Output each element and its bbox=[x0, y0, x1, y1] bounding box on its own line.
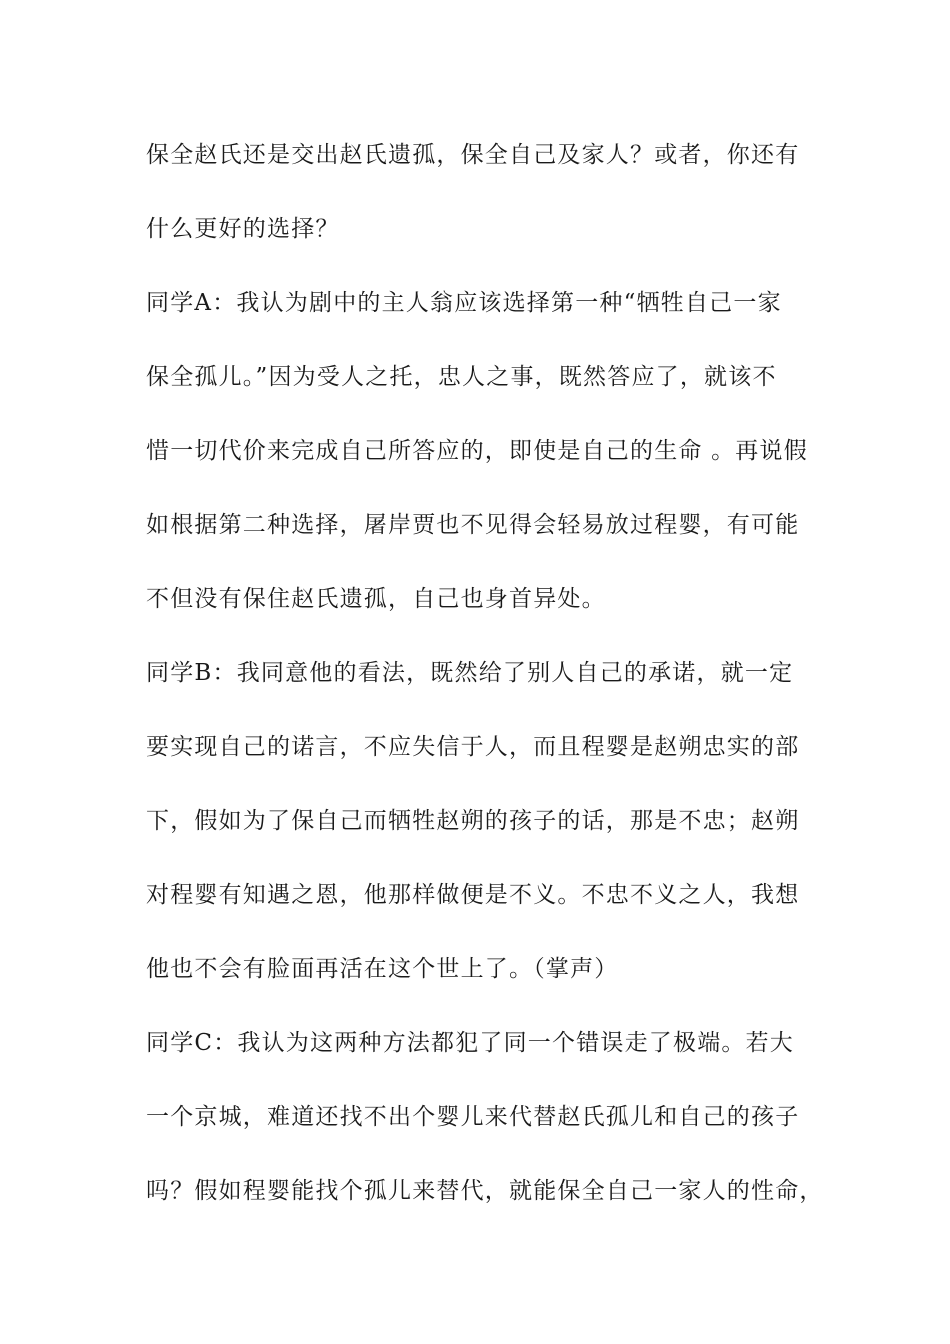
text-line: 吗？假如程婴能找个孤儿来替代，就能保全自己一家人的性命， bbox=[146, 1178, 824, 1204]
text-line: 不但没有保住赵氏遗孤，自己也身首异处。 bbox=[146, 586, 606, 612]
text-line: 一个京城，难道还找不出个婴儿来代替赵氏孤儿和自己的孩子 bbox=[146, 1104, 800, 1130]
text-line: 保全孤儿。”因为受人之托，忠人之事，既然答应了，就该不 bbox=[146, 364, 777, 390]
text-line: 什么更好的选择？ bbox=[146, 216, 340, 242]
text-line: 惜一切代价来完成自己所答应的，即使是自己的生命 。再说假 bbox=[146, 438, 808, 464]
text-line: 要实现自己的诺言，不应失信于人，而且程婴是赵朔忠实的部 bbox=[146, 734, 800, 760]
text-line: 如根据第二种选择，屠岸贾也不见得会轻易放过程婴，有可能 bbox=[146, 512, 800, 538]
text-line: 他也不会有脸面再活在这个世上了。（掌声） bbox=[146, 956, 619, 982]
text-line: 同学C：我认为这两种方法都犯了同一个错误走了极端。若大 bbox=[146, 1030, 794, 1056]
document-body bbox=[146, 128, 824, 1238]
text-line: 同学B：我同意他的看法，既然给了别人自己的承诺，就一定 bbox=[146, 660, 794, 686]
text-line: 同学A：我认为剧中的主人翁应该选择第一种“牺牲自己一家 bbox=[146, 290, 782, 316]
text-line: 保全赵氏还是交出赵氏遗孤，保全自己及家人？或者，你还有 bbox=[146, 142, 800, 168]
text-line: 对程婴有知遇之恩，他那样做便是不义。不忠不义之人，我想 bbox=[146, 882, 800, 908]
text-line: 下，假如为了保自己而牺牲赵朔的孩子的话，那是不忠；赵朔 bbox=[146, 808, 800, 834]
